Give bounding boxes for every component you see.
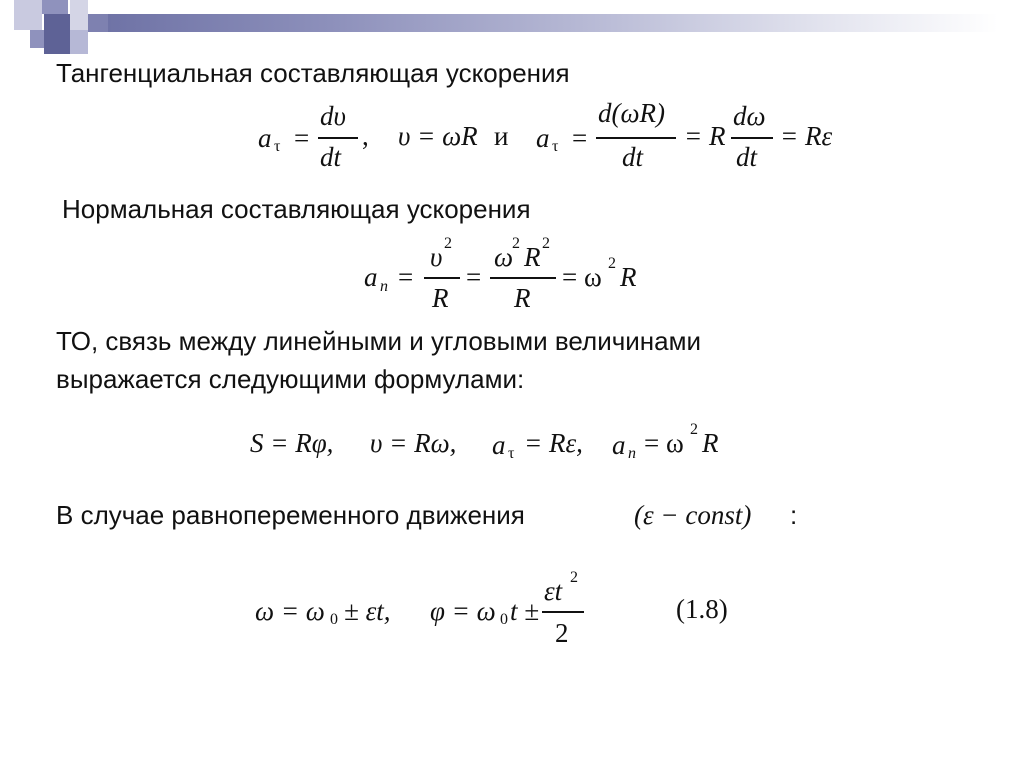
tangential-a-2: a (536, 123, 550, 153)
uniform-num-eps-t: εt (544, 576, 563, 606)
uniform-omega-zero: 0 (330, 611, 338, 628)
normal-tail-omega: = ω (562, 262, 602, 292)
relation-at-rest: = Rε, (524, 428, 583, 458)
relation-velocity: υ = Rω, (370, 428, 457, 458)
normal-num-omega: ω (494, 242, 514, 272)
tangential-eq-r-eps: = Rε (780, 121, 833, 151)
header-square-5 (44, 14, 70, 54)
tangential-a: a (258, 123, 272, 153)
header-square-3 (70, 0, 88, 30)
fraction-bar-eps-t2-2 (542, 611, 584, 613)
normal-num-v: υ (430, 242, 443, 272)
relation-an-rest: = ω (644, 428, 684, 458)
relation-an-r: R (702, 428, 719, 458)
velocity-definition: υ = ωR (398, 121, 478, 151)
uniform-t-pm: t ± (510, 596, 540, 626)
tangential-num-d-omega-r: d(ωR) (598, 98, 666, 128)
header-square-4 (30, 30, 44, 48)
tangential-eq-r: = R (684, 121, 726, 151)
normal-num-omega-power: 2 (512, 235, 520, 252)
tangential-tau-subscript-2: τ (552, 138, 559, 155)
uniform-phi-eq: φ = ω (430, 596, 496, 626)
summary-line-1: ТО, связь между линейными и угловыми величинами (56, 326, 702, 356)
tangential-num-d-omega: dω (733, 101, 766, 131)
tangential-eq-1: = (294, 123, 310, 153)
uniform-omega-eq: ω = ω (255, 596, 325, 626)
normal-eq-1: = (398, 262, 414, 292)
relation-at-tau: τ (508, 445, 515, 462)
normal-num-v-power: 2 (444, 235, 452, 252)
uniform-num-power: 2 (570, 569, 578, 586)
normal-tail-r: R (620, 262, 637, 292)
uniform-phi-zero: 0 (500, 611, 508, 628)
fraction-bar-v2-r (424, 277, 460, 279)
uniform-condition: (ε − const) (634, 500, 752, 530)
normal-n-subscript: n (380, 278, 388, 295)
tangential-tau-subscript: τ (274, 138, 281, 155)
tangential-num-dv: dυ (320, 101, 346, 131)
relation-at-a: a (492, 430, 506, 460)
relation-an-a: a (612, 430, 626, 460)
relation-an-power: 2 (690, 421, 698, 438)
uniform-pm-eps-t: ± εt, (344, 596, 391, 626)
header-square-2 (42, 0, 68, 14)
normal-heading: Нормальная составляющая ускорения (62, 194, 531, 224)
normal-tail-power: 2 (608, 255, 616, 272)
normal-den-r-1: R (432, 283, 449, 313)
relation-an-n: n (628, 445, 636, 462)
header-square-6 (70, 30, 88, 54)
uniform-heading: В случае равнопеременного движения (56, 500, 525, 530)
relation-path: S = Rφ, (250, 428, 334, 458)
normal-num-r-power: 2 (542, 235, 550, 252)
tangential-den-dt-3: dt (736, 142, 758, 172)
tangential-eq-2: = (572, 123, 588, 153)
header-gradient-bar (108, 14, 998, 32)
tangential-den-dt-1: dt (320, 142, 342, 172)
tangential-comma: , (362, 121, 369, 151)
normal-a: a (364, 262, 378, 292)
uniform-den-2: 2 (555, 618, 569, 648)
fraction-bar-d-omega (731, 137, 773, 139)
uniform-colon: : (790, 500, 798, 530)
normal-num-r: R (524, 242, 541, 272)
tangential-den-dt-2: dt (622, 142, 644, 172)
fraction-bar-dv-dt (318, 137, 358, 139)
fraction-bar-omega2r2-r (490, 277, 556, 279)
tangential-heading: Тангенциальная составляющая ускорения (56, 58, 570, 88)
summary-line-2: выражается следующими формулами: (56, 364, 525, 394)
normal-den-r-2: R (514, 283, 531, 313)
header-square-1 (14, 0, 42, 30)
fraction-bar-d-omega-r (596, 137, 676, 139)
conjunction-and: и (494, 121, 509, 151)
header-square-7 (88, 14, 108, 32)
normal-eq-2: = (466, 262, 482, 292)
equation-number: (1.8) (676, 594, 728, 624)
